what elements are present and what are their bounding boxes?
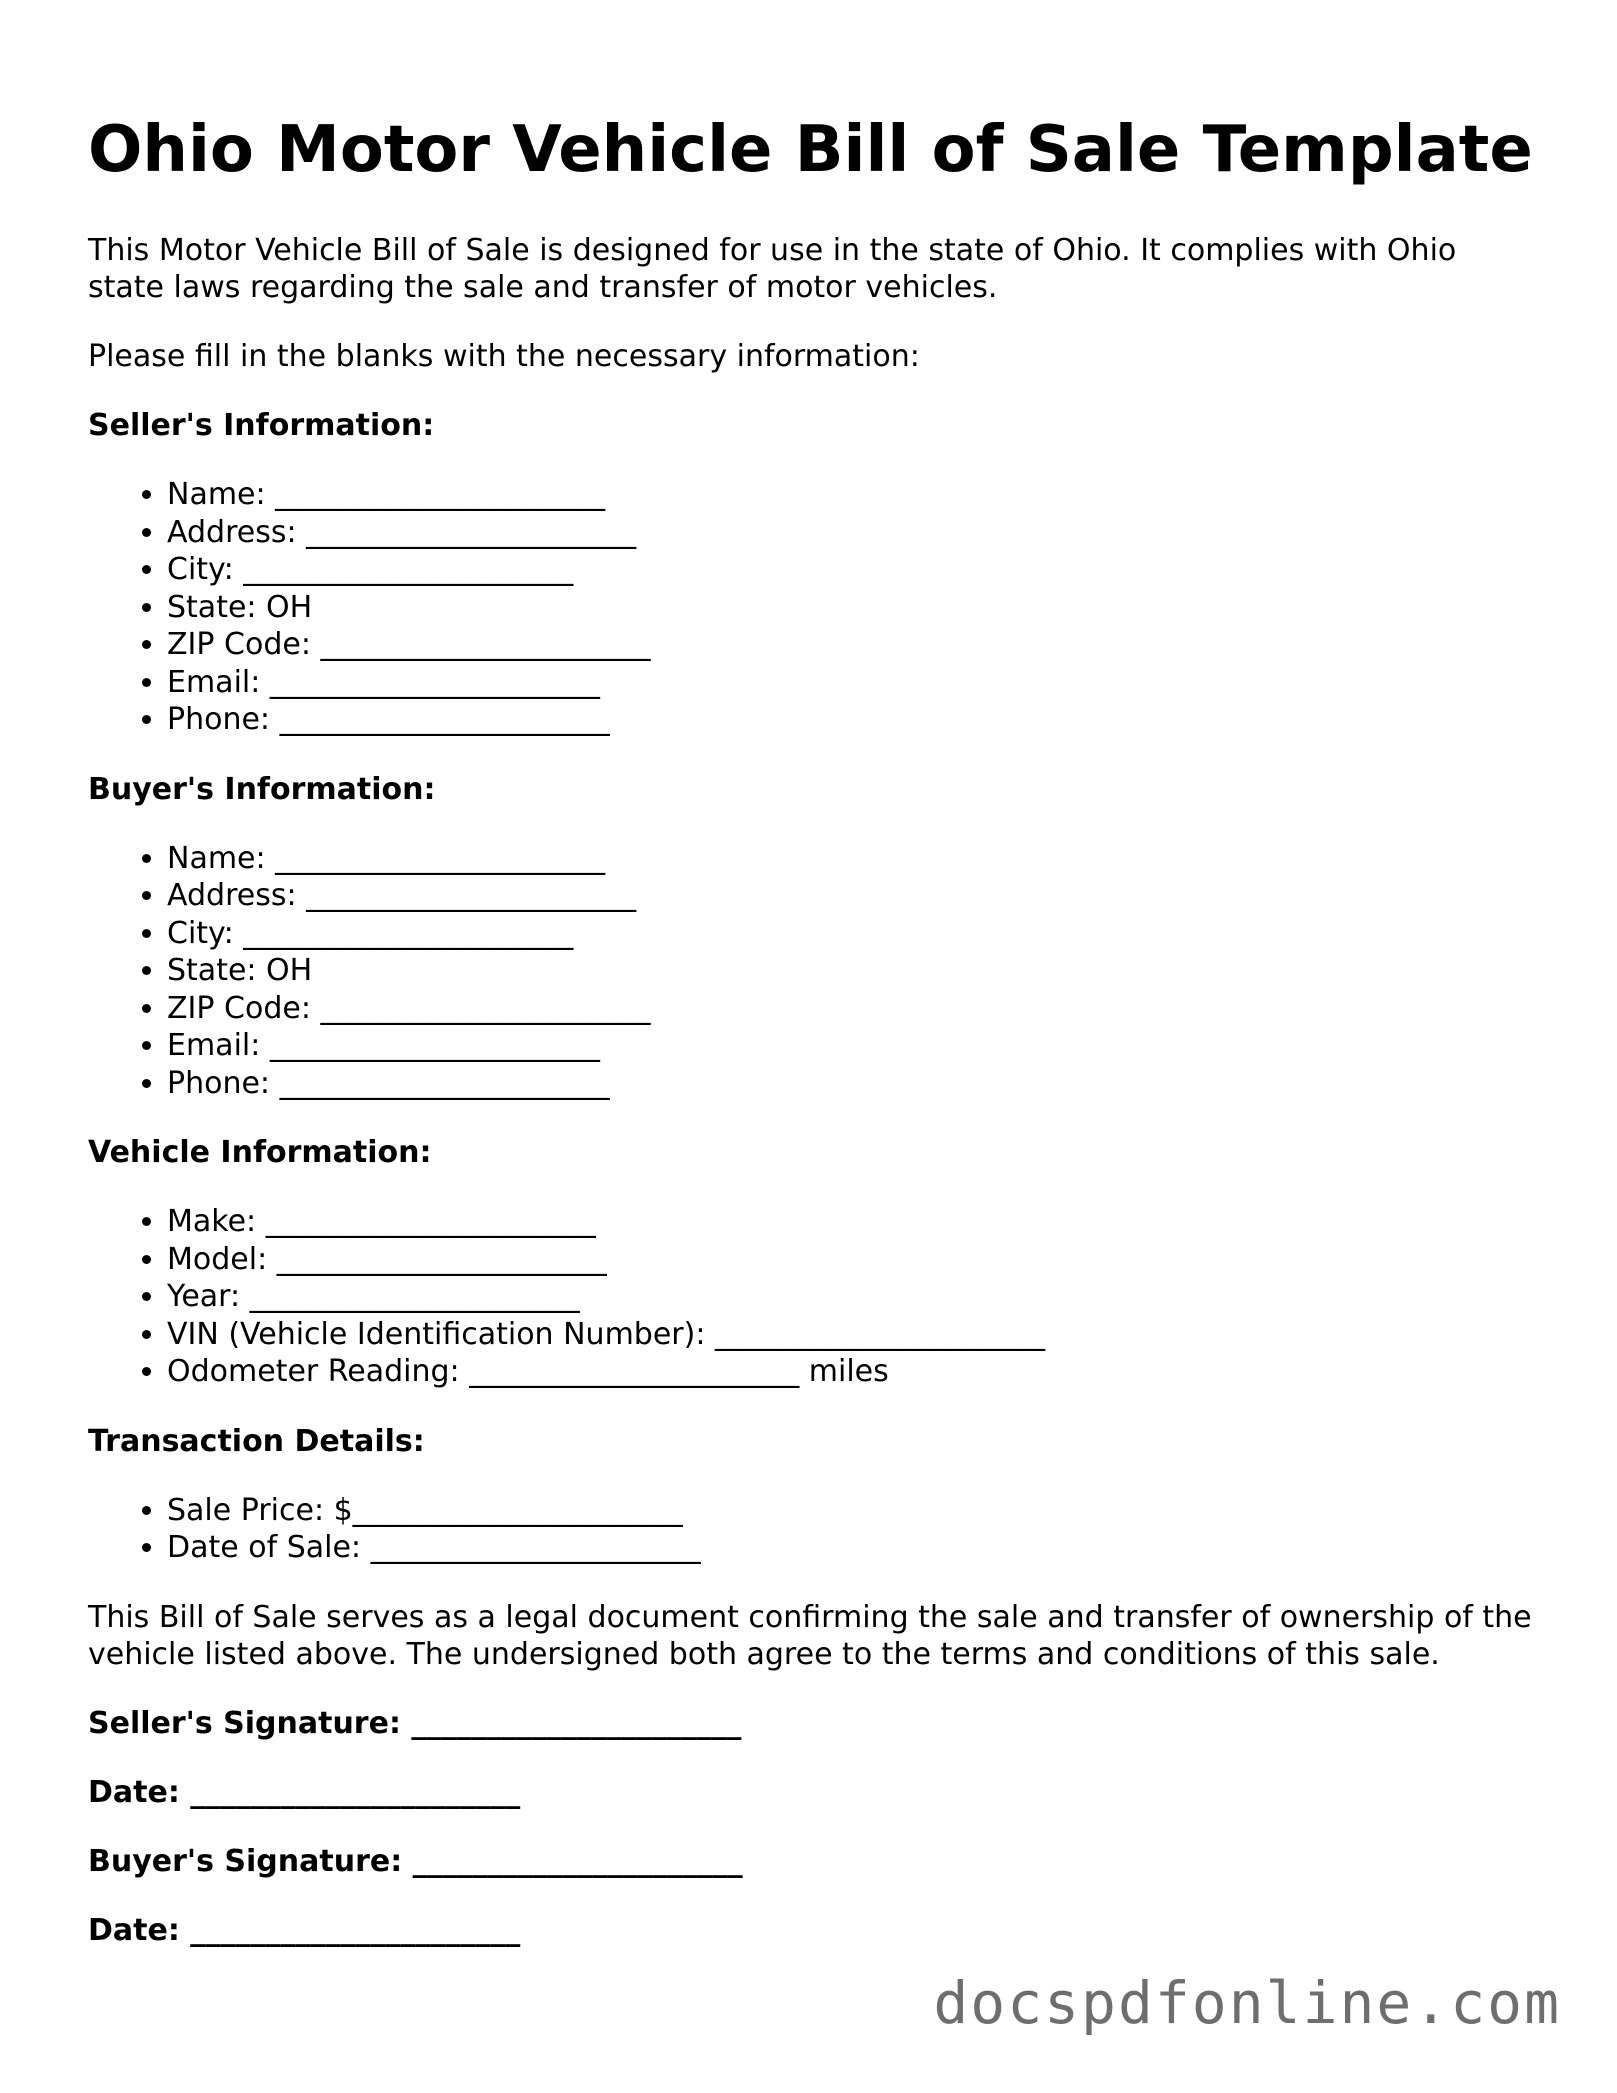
buyer-fields-list — [88, 840, 1538, 1103]
vehicle-vin-blank: ______________________ — [714, 1316, 1045, 1352]
seller-fields-list — [88, 476, 1538, 739]
buyer-signature-line: Buyer's Signature: ______________________ — [88, 1843, 743, 1879]
seller-phone-field: • Phone: ______________________ — [167, 701, 1538, 739]
vehicle-odometer-blank: ______________________ — [469, 1354, 800, 1389]
vehicle-make-field: • Make: ______________________ — [167, 1203, 1538, 1241]
sale-price-field: • Sale Price: $______________________ — [167, 1492, 1538, 1530]
buyer-zip-blank: ______________________ — [320, 990, 651, 1026]
vehicle-year-blank: ______________________ — [249, 1279, 580, 1314]
buyer-signature-blank: ______________________ — [412, 1843, 743, 1879]
vehicle-odometer-field: • Odometer Reading: ______________________ miles — [167, 1353, 1538, 1391]
vehicle-year-field: • Year: ______________________ — [167, 1278, 1538, 1316]
buyer-name-field: • Name: ______________________ — [167, 840, 1538, 878]
buyer-address-field: • Address: ______________________ — [167, 877, 1538, 915]
seller-section-heading: Seller's Information: — [88, 408, 435, 443]
seller-zip-field: • ZIP Code: ______________________ — [167, 626, 1538, 664]
buyer-address-blank: ______________________ — [306, 878, 637, 913]
intro-paragraph: This Motor Vehicle Bill of Sale is designed for use in the state of Ohio. It complies with Ohio state laws regarding the sale and transfer of motor vehicles. — [88, 233, 1457, 305]
sale-price-blank: ______________________ — [352, 1492, 683, 1528]
buyer-date-blank: ______________________ — [190, 1912, 521, 1948]
instruction-paragraph: Please fill in the blanks with the necessary information: — [88, 339, 920, 374]
seller-signature-blank: ______________________ — [411, 1705, 742, 1741]
document-title: Ohio Motor Vehicle Bill of Sale Template — [88, 113, 1533, 187]
seller-signature-line: Seller's Signature: ______________________ — [88, 1705, 742, 1741]
buyer-section-heading: Buyer's Information: — [88, 771, 436, 807]
transaction-fields-list — [88, 1492, 1538, 1567]
buyer-date-line: Date: ______________________ — [88, 1912, 521, 1948]
vehicle-make-blank: ______________________ — [265, 1204, 596, 1239]
buyer-state-field: • State: OH — [167, 952, 1538, 990]
legal-paragraph: This Bill of Sale serves as a legal document confirming the sale and transfer of ownership of the vehicle listed above. The undersigned both agree to the terms and conditions of this sale. — [88, 1599, 1532, 1672]
site-watermark: docspdfonline.com — [933, 1969, 1561, 2037]
seller-state-field: • State: OH — [167, 589, 1538, 627]
seller-email-field: • Email: ______________________ — [167, 664, 1538, 702]
seller-address-field: • Address: ______________________ — [167, 514, 1538, 552]
vehicle-section-heading: Vehicle Information: — [88, 1135, 432, 1170]
vehicle-vin-field: • VIN (Vehicle Identification Number): ______________________ — [167, 1316, 1538, 1354]
seller-email-blank: ______________________ — [269, 664, 600, 700]
seller-phone-blank: ______________________ — [279, 702, 610, 737]
buyer-phone-field: • Phone: ______________________ — [167, 1065, 1538, 1103]
seller-name-blank: ______________________ — [275, 477, 606, 512]
date-of-sale-blank: ______________________ — [370, 1530, 701, 1565]
seller-zip-blank: ______________________ — [320, 627, 651, 662]
odometer-unit: miles — [808, 1354, 889, 1389]
buyer-city-field: • City: ______________________ — [167, 915, 1538, 953]
buyer-email-blank: ______________________ — [269, 1028, 600, 1063]
seller-name-field: • Name: ______________________ — [167, 476, 1538, 514]
buyer-zip-field: • ZIP Code: ______________________ — [167, 990, 1538, 1028]
vehicle-model-blank: ______________________ — [276, 1241, 607, 1277]
buyer-city-blank: ______________________ — [243, 915, 574, 951]
seller-address-blank: ______________________ — [306, 514, 637, 550]
seller-city-blank: ______________________ — [243, 552, 574, 587]
transaction-section-heading: Transaction Details: — [88, 1423, 425, 1459]
seller-date-blank: ______________________ — [190, 1774, 521, 1810]
date-of-sale-field: • Date of Sale: ______________________ — [167, 1529, 1538, 1567]
buyer-phone-blank: ______________________ — [279, 1065, 610, 1101]
seller-city-field: • City: ______________________ — [167, 551, 1538, 589]
document-page — [88, 108, 1538, 1981]
vehicle-fields-list — [88, 1203, 1538, 1391]
vehicle-model-field: • Model: ______________________ — [167, 1241, 1538, 1279]
buyer-name-blank: ______________________ — [275, 840, 606, 876]
buyer-email-field: • Email: ______________________ — [167, 1027, 1538, 1065]
seller-date-line: Date: ______________________ — [88, 1774, 521, 1810]
